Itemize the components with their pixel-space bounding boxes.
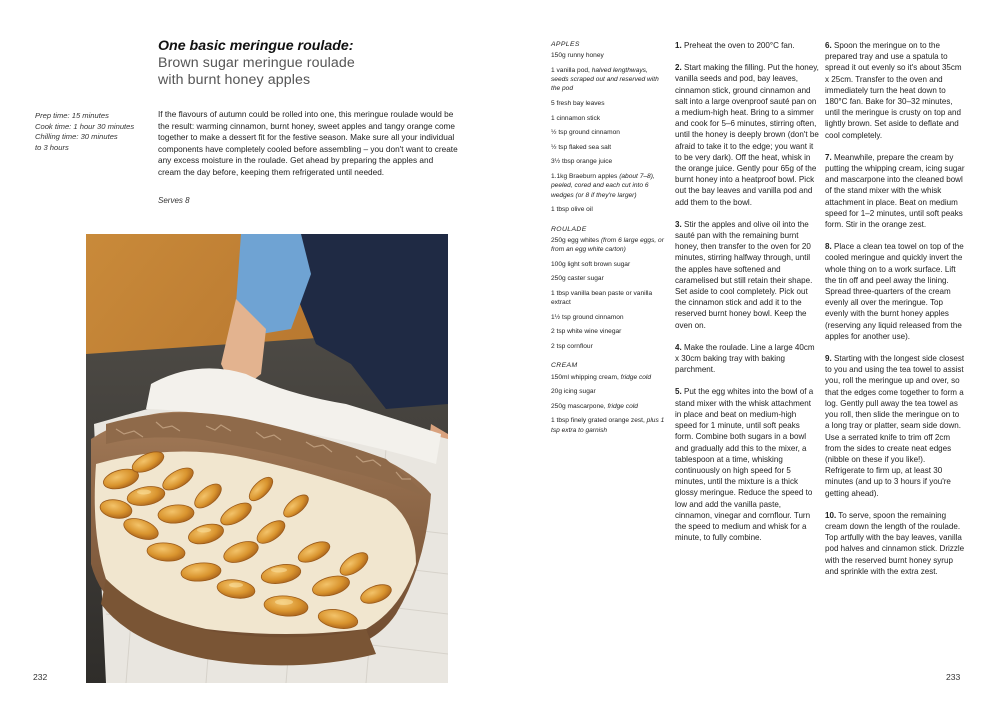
recipe-title-block bbox=[158, 38, 458, 89]
ingredient-section bbox=[551, 361, 666, 435]
cook-time: Cook time: 1 hour 30 minutes bbox=[35, 121, 135, 131]
ingredient-note: fridge cold bbox=[620, 373, 652, 381]
method-step bbox=[675, 40, 819, 51]
ingredient-text: 1 vanilla pod, bbox=[551, 66, 592, 74]
ingredient-item bbox=[551, 157, 666, 166]
roulade-photo bbox=[86, 234, 448, 683]
step-text: Spoon the meringue on to the prepared tray and use a spatula to spread it out evenly so it's about 35cm x 25cm. Transfer to the oven and immediately turn the heat down to 180°C fan. Bake for 30–32 minutes, until the meringue is crusty on top and lightly brown. Set aside to deflate and cool completely. bbox=[825, 41, 962, 140]
ingredient-note: fridge cold bbox=[607, 402, 638, 410]
ingredient-note: plus 1 tsp extra to garnish bbox=[551, 417, 665, 434]
ingredient-text: 20g icing sugar bbox=[551, 388, 596, 396]
recipe-subtitle-line-2: with burnt honey apples bbox=[158, 72, 311, 88]
recipe-title: One basic meringue roulade: bbox=[158, 38, 354, 54]
step-text: Put the egg whites into the bowl of a stand mixer with the whisk attachment in place and beat on medium-high speed for 1 minute, until soft peaks form. Combine both sugars in a bowl and gradually add this to the mixer, a tablespoon at a time, whisking continuously on high speed for 5 minutes, until the mixture is a thick glossy meringue. Reduce the speed to low and add the vanilla paste, cinnamon, vinegar and cornflour. Turn the speed to medium and whisk for a minute, to fully combine. bbox=[675, 387, 814, 543]
method-step bbox=[825, 152, 965, 230]
step-number: 6. bbox=[825, 41, 832, 50]
ingredient-item bbox=[551, 260, 666, 269]
step-number: 5. bbox=[675, 387, 682, 397]
ingredient-item bbox=[551, 289, 666, 308]
step-text: Preheat the oven to 200°C fan. bbox=[683, 41, 795, 50]
ingredient-item bbox=[551, 114, 666, 123]
ingredient-item bbox=[551, 373, 666, 382]
ingredient-text: 2 tsp white wine vinegar bbox=[551, 328, 622, 336]
ingredient-note: (about 7–8), peeled, cored and each cut into 6 wedges (or 8 if they're larger) bbox=[551, 173, 655, 199]
ingredient-text: 250g egg whites bbox=[551, 236, 601, 244]
ingredient-item bbox=[551, 128, 666, 137]
ingredient-text: 1 tbsp olive oil bbox=[551, 206, 593, 214]
ingredient-item bbox=[551, 387, 666, 396]
ingredient-section-heading: ROULADE bbox=[551, 225, 587, 233]
method-step bbox=[675, 219, 819, 331]
ingredient-item bbox=[551, 313, 666, 322]
method-step bbox=[825, 353, 965, 499]
ingredient-note: (from 6 large eggs, or from an egg white carton) bbox=[551, 236, 664, 254]
method-step bbox=[675, 342, 819, 376]
recipe-subtitle-line-1: Brown sugar meringue roulade bbox=[158, 55, 355, 71]
ingredients-list bbox=[551, 40, 666, 445]
step-number: 10. bbox=[825, 510, 837, 520]
ingredient-text: 250g mascarpone, bbox=[551, 402, 608, 410]
method-column-1 bbox=[675, 40, 819, 554]
right-page bbox=[500, 0, 1000, 706]
ingredient-item bbox=[551, 342, 666, 351]
step-number: 2. bbox=[675, 63, 682, 73]
recipe-intro: If the flavours of autumn could be rolled into one, this meringue roulade would be the result: warming cinnamon, burnt honey, sweet apples and tangy orange come together to make a dessert fit for the festive season. Make sure all your individual components have completely cooled before assembling – you don't want to create any excess moisture in the roulade. Get ahead by preparing the apples and cream the day before, keeping them refrigerated until needed. bbox=[158, 110, 458, 177]
ingredient-item bbox=[551, 205, 666, 214]
step-text: Stir the apples and olive oil into the sauté pan with the remaining burnt honey, then transfer to the oven for 20 minutes, stirring halfway through, until the apples have softened and caramelised but still retain their shape. Set aside to cool completely. Pick out the cinnamon stick and add it to the reserved burnt honey bowl. Keep the oven on. bbox=[675, 219, 813, 330]
recipe-timings bbox=[35, 111, 155, 153]
page-number-right: 233 bbox=[946, 672, 961, 682]
ingredient-item bbox=[551, 274, 666, 283]
roulade-photo-illustration bbox=[86, 234, 448, 683]
method-step bbox=[675, 386, 819, 543]
ingredient-text: 1½ tsp ground cinnamon bbox=[551, 313, 624, 321]
ingredient-item bbox=[551, 402, 666, 411]
ingredient-text: 150g runny honey bbox=[551, 52, 604, 60]
step-number: 7. bbox=[825, 152, 832, 162]
ingredient-text: ½ tsp flaked sea salt bbox=[551, 143, 612, 151]
step-number: 4. bbox=[675, 342, 682, 352]
step-number: 8. bbox=[825, 242, 832, 252]
ingredient-text: 150ml whipping cream, bbox=[551, 373, 621, 381]
page-number-left: 232 bbox=[33, 672, 48, 682]
chilling-time: Chilling time: 30 minutes bbox=[35, 132, 118, 142]
serves-count: Serves 8 bbox=[158, 196, 190, 205]
ingredient-item bbox=[551, 66, 666, 94]
ingredient-text: 3½ tbsp orange juice bbox=[551, 158, 613, 166]
ingredient-item bbox=[551, 236, 666, 255]
method-step bbox=[675, 62, 819, 208]
ingredient-note: halved lengthways, seeds scraped out and reserved with the pod bbox=[551, 66, 659, 93]
ingredient-text: 1.1kg Braeburn apples bbox=[551, 173, 620, 181]
ingredient-item bbox=[551, 99, 666, 108]
ingredient-text: ½ tsp ground cinnamon bbox=[551, 129, 620, 137]
step-text: Make the roulade. Line a large 40cm x 30cm baking tray with baking parchment. bbox=[675, 342, 815, 375]
ingredient-text: 1 tbsp vanilla bean paste or vanilla extract bbox=[551, 289, 653, 307]
step-text: To serve, spoon the remaining cream down the length of the roulade. Top artfully with the bay leaves, vanilla pod halves and cinnamon stick. Drizzle with the reserved burnt honey syrup and sprinkle with the extra zest. bbox=[825, 510, 965, 576]
step-text: Start making the filling. Put the honey, vanilla seeds and pod, bay leaves, cinnamon stick, ground cinnamon and salt into a large ovenproof sauté pan on a medium-high heat. Bring to a simmer and cook for 5–6 minutes, stirring often, until the honey is deeply brown (don't be afraid to take it to the edge; you want it to be very dark). Off the heat, whisk in the orange juice. Gently pour 65g of the burnt honey into a heatproof bowl. Pick out the bay leaves and vanilla pod and add them to the bowl. bbox=[675, 63, 819, 207]
ingredient-text: 100g light soft brown sugar bbox=[551, 260, 631, 268]
method-step bbox=[825, 241, 965, 342]
ingredient-text: 5 fresh bay leaves bbox=[551, 100, 605, 108]
step-text: Meanwhile, prepare the cream by putting the whipping cream, icing sugar and mascarpone into the cleaned bowl of the stand mixer with the whisk attachment in place. Beat on medium speed for 1–2 minutes, until soft peaks form. Stir in the orange zest. bbox=[825, 152, 965, 230]
ingredient-section bbox=[551, 225, 666, 352]
method-step bbox=[825, 510, 965, 577]
prep-time: Prep time: 15 minutes bbox=[35, 111, 109, 120]
ingredient-text: 1 cinnamon stick bbox=[551, 114, 601, 122]
step-number: 3. bbox=[675, 219, 682, 229]
ingredient-item bbox=[551, 172, 666, 200]
step-text: Starting with the longest side closest to you and using the tea towel to assist you, roll the meringue up and over, so that the edges come together to form a log. Gently pull away the tea towel as you roll, then slide the meringue on to a long tray or platter, seam side down. Use a serrated knife to trim off 2cm from the sides to create neat edges (nibble on these if you like!). Refrigerate to firm up, at least 30 minutes (and up to 3 hours if you're getting ahead). bbox=[825, 354, 965, 498]
ingredient-text: 2 tsp cornflour bbox=[551, 342, 593, 350]
ingredient-section-heading: APPLES bbox=[551, 41, 580, 48]
step-text: Place a clean tea towel on top of the cooled meringue and quickly invert the whole thing on to a work surface. Lift the tin off and peel away the lining. Spread three-quarters of the cream evenly all over the meringue. Top evenly with the burnt honey apples (reserving any liquid released from the apples for another use). bbox=[825, 242, 964, 341]
method-step bbox=[825, 40, 965, 141]
chilling-time-continued: to 3 hours bbox=[35, 142, 69, 152]
step-number: 9. bbox=[825, 354, 832, 364]
ingredient-section-heading: CREAM bbox=[551, 362, 578, 370]
method-column-2 bbox=[825, 40, 965, 588]
ingredient-item bbox=[551, 51, 666, 60]
ingredient-section bbox=[551, 40, 666, 215]
ingredient-text: 1 tbsp finely grated orange zest, bbox=[551, 417, 647, 425]
ingredient-item bbox=[551, 327, 666, 336]
step-number: 1. bbox=[675, 41, 682, 50]
ingredient-item bbox=[551, 416, 666, 435]
ingredient-item bbox=[551, 143, 666, 152]
ingredient-text: 250g caster sugar bbox=[551, 275, 604, 283]
